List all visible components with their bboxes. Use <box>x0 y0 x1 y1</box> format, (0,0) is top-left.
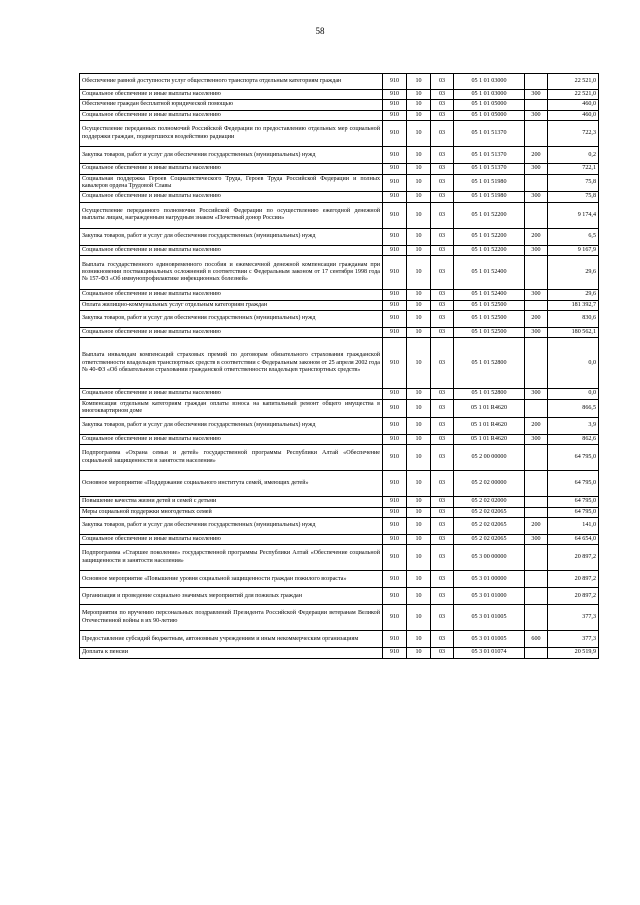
row-target-article: 05 3 00 00000 <box>454 545 525 571</box>
row-target-article: 05 1 01 51980 <box>454 174 525 192</box>
row-expense-type <box>525 571 548 588</box>
row-expense-type: 600 <box>525 631 548 648</box>
table-row <box>80 192 599 202</box>
row-name: Подпрограмма «Охрана семьи и детей» государственной программы Республики Алтай «Обеспечение социальной защищенности и занятости населения» <box>80 445 383 471</box>
row-amount: 64 795,0 <box>548 471 599 497</box>
row-name: Закупка товаров, работ и услуг для обеспечения государственных (муниципальных) нужд <box>80 147 383 164</box>
row-subsection: 03 <box>431 507 454 517</box>
row-section: 10 <box>407 121 431 147</box>
row-amount: 722,3 <box>548 121 599 147</box>
row-amount: 460,0 <box>548 100 599 110</box>
row-subsection: 03 <box>431 147 454 164</box>
row-expense-type: 300 <box>525 192 548 202</box>
row-code: 910 <box>383 605 407 631</box>
row-section: 10 <box>407 228 431 245</box>
row-code: 910 <box>383 445 407 471</box>
row-code: 910 <box>383 497 407 507</box>
row-section: 10 <box>407 399 431 417</box>
row-subsection: 03 <box>431 434 454 444</box>
row-target-article: 05 1 01 51980 <box>454 192 525 202</box>
row-target-article: 05 2 00 00000 <box>454 445 525 471</box>
row-target-article: 05 1 01 52200 <box>454 228 525 245</box>
row-target-article: 05 1 01 R4620 <box>454 417 525 434</box>
row-section: 10 <box>407 507 431 517</box>
row-section: 10 <box>407 245 431 255</box>
row-section: 10 <box>407 192 431 202</box>
row-target-article: 05 1 01 03000 <box>454 74 525 90</box>
budget-table <box>79 73 599 659</box>
table-row <box>80 399 599 417</box>
row-code: 910 <box>383 174 407 192</box>
table-row <box>80 534 599 544</box>
row-expense-type: 300 <box>525 110 548 120</box>
row-subsection: 03 <box>431 164 454 174</box>
row-section: 10 <box>407 434 431 444</box>
row-expense-type: 300 <box>525 245 548 255</box>
row-amount: 29,6 <box>548 256 599 290</box>
row-code: 910 <box>383 507 407 517</box>
row-target-article: 05 3 01 01005 <box>454 631 525 648</box>
row-expense-type <box>525 174 548 192</box>
row-amount: 830,6 <box>548 311 599 328</box>
row-amount: 64 795,0 <box>548 445 599 471</box>
row-amount: 75,8 <box>548 192 599 202</box>
row-name: Обеспечение равной доступности услуг общественного транспорта отдельным категориям граждан <box>80 74 383 90</box>
row-section: 10 <box>407 588 431 605</box>
row-section: 10 <box>407 174 431 192</box>
row-section: 10 <box>407 100 431 110</box>
row-amount: 180 562,1 <box>548 328 599 338</box>
row-expense-type <box>525 74 548 90</box>
table-row <box>80 605 599 631</box>
row-code: 910 <box>383 90 407 100</box>
row-subsection: 03 <box>431 174 454 192</box>
row-code: 910 <box>383 471 407 497</box>
row-expense-type <box>525 300 548 310</box>
row-expense-type: 300 <box>525 389 548 399</box>
row-target-article: 05 1 01 52500 <box>454 328 525 338</box>
row-section: 10 <box>407 74 431 90</box>
row-name: Социальное обеспечение и иные выплаты населению <box>80 245 383 255</box>
row-name: Предоставление субсидий бюджетным, автономным учреждениям и иным некоммерческим организациям <box>80 631 383 648</box>
row-code: 910 <box>383 328 407 338</box>
row-subsection: 03 <box>431 417 454 434</box>
row-expense-type: 300 <box>525 164 548 174</box>
table-row <box>80 445 599 471</box>
row-code: 910 <box>383 517 407 534</box>
row-expense-type <box>525 100 548 110</box>
row-section: 10 <box>407 534 431 544</box>
row-section: 10 <box>407 648 431 658</box>
row-expense-type <box>525 648 548 658</box>
row-code: 910 <box>383 434 407 444</box>
row-subsection: 03 <box>431 545 454 571</box>
row-code: 910 <box>383 290 407 300</box>
row-name: Социальное обеспечение и иные выплаты населению <box>80 534 383 544</box>
row-name: Организация и проведение социально значимых мероприятий для пожилых граждан <box>80 588 383 605</box>
row-target-article: 05 1 01 R4620 <box>454 399 525 417</box>
row-amount: 64 795,0 <box>548 497 599 507</box>
row-target-article: 05 3 01 01000 <box>454 588 525 605</box>
row-target-article: 05 2 02 02065 <box>454 507 525 517</box>
row-name: Компенсация отдельным категориям граждан оплаты взноса на капитальный ремонт общего имущества в многоквартирном доме <box>80 399 383 417</box>
table-row <box>80 202 599 228</box>
row-expense-type <box>525 497 548 507</box>
page-number: 58 <box>315 26 325 36</box>
row-section: 10 <box>407 631 431 648</box>
row-expense-type <box>525 471 548 497</box>
table-row <box>80 545 599 571</box>
table-row <box>80 389 599 399</box>
row-target-article: 05 1 01 03000 <box>454 90 525 100</box>
row-target-article: 05 1 01 52200 <box>454 202 525 228</box>
row-expense-type: 200 <box>525 147 548 164</box>
row-name: Основное мероприятие «Поддержание социального института семей, имеющих детей» <box>80 471 383 497</box>
row-name: Закупка товаров, работ и услуг для обеспечения государственных (муниципальных) нужд <box>80 311 383 328</box>
row-amount: 29,6 <box>548 290 599 300</box>
row-target-article: 05 1 01 51370 <box>454 147 525 164</box>
table-row <box>80 571 599 588</box>
row-code: 910 <box>383 110 407 120</box>
row-name: Социальное обеспечение и иные выплаты населению <box>80 90 383 100</box>
row-code: 910 <box>383 571 407 588</box>
row-target-article: 05 3 01 00000 <box>454 571 525 588</box>
row-code: 910 <box>383 648 407 658</box>
table-row <box>80 121 599 147</box>
row-subsection: 03 <box>431 300 454 310</box>
row-amount: 20 897,2 <box>548 545 599 571</box>
row-amount: 6,5 <box>548 228 599 245</box>
row-code: 910 <box>383 256 407 290</box>
row-name: Закупка товаров, работ и услуг для обеспечения государственных (муниципальных) нужд <box>80 417 383 434</box>
row-section: 10 <box>407 605 431 631</box>
row-section: 10 <box>407 164 431 174</box>
row-section: 10 <box>407 90 431 100</box>
row-code: 910 <box>383 100 407 110</box>
row-amount: 377,3 <box>548 631 599 648</box>
table-row <box>80 471 599 497</box>
row-section: 10 <box>407 517 431 534</box>
row-subsection: 03 <box>431 256 454 290</box>
table-row <box>80 100 599 110</box>
row-subsection: 03 <box>431 74 454 90</box>
row-amount: 460,0 <box>548 110 599 120</box>
row-section: 10 <box>407 571 431 588</box>
row-expense-type: 200 <box>525 228 548 245</box>
row-code: 910 <box>383 202 407 228</box>
table-row <box>80 311 599 328</box>
row-subsection: 03 <box>431 517 454 534</box>
row-name: Социальное обеспечение и иные выплаты населению <box>80 290 383 300</box>
row-name: Социальное обеспечение и иные выплаты населению <box>80 389 383 399</box>
row-code: 910 <box>383 228 407 245</box>
row-target-article: 05 1 01 R4620 <box>454 434 525 444</box>
row-section: 10 <box>407 445 431 471</box>
row-subsection: 03 <box>431 121 454 147</box>
row-code: 910 <box>383 545 407 571</box>
row-target-article: 05 2 02 02065 <box>454 534 525 544</box>
row-amount: 9 174,4 <box>548 202 599 228</box>
row-section: 10 <box>407 338 431 389</box>
table-row <box>80 631 599 648</box>
row-amount: 22 521,0 <box>548 74 599 90</box>
row-code: 910 <box>383 164 407 174</box>
row-amount: 64 795,0 <box>548 507 599 517</box>
row-subsection: 03 <box>431 648 454 658</box>
row-section: 10 <box>407 202 431 228</box>
row-section: 10 <box>407 300 431 310</box>
row-code: 910 <box>383 74 407 90</box>
row-code: 910 <box>383 245 407 255</box>
row-expense-type: 200 <box>525 517 548 534</box>
row-subsection: 03 <box>431 110 454 120</box>
row-target-article: 05 2 02 02065 <box>454 517 525 534</box>
row-expense-type <box>525 445 548 471</box>
table-row <box>80 228 599 245</box>
row-subsection: 03 <box>431 534 454 544</box>
row-subsection: 03 <box>431 290 454 300</box>
row-section: 10 <box>407 110 431 120</box>
row-code: 910 <box>383 534 407 544</box>
row-amount: 377,3 <box>548 605 599 631</box>
row-subsection: 03 <box>431 192 454 202</box>
row-name: Социальное обеспечение и иные выплаты населению <box>80 164 383 174</box>
table-row <box>80 434 599 444</box>
row-expense-type: 300 <box>525 290 548 300</box>
table-row <box>80 245 599 255</box>
row-amount: 20 897,2 <box>548 571 599 588</box>
row-section: 10 <box>407 471 431 497</box>
budget-table-body <box>80 74 599 659</box>
row-amount: 9 167,9 <box>548 245 599 255</box>
row-expense-type: 200 <box>525 417 548 434</box>
row-section: 10 <box>407 545 431 571</box>
row-expense-type <box>525 545 548 571</box>
row-target-article: 05 1 01 51370 <box>454 121 525 147</box>
table-row <box>80 338 599 389</box>
row-subsection: 03 <box>431 245 454 255</box>
table-row <box>80 290 599 300</box>
row-name: Оплата жилищно-коммунальных услуг отдельным категориям граждан <box>80 300 383 310</box>
table-row <box>80 90 599 100</box>
table-row <box>80 517 599 534</box>
row-code: 910 <box>383 338 407 389</box>
row-target-article: 05 1 01 52800 <box>454 338 525 389</box>
row-target-article: 05 2 02 00000 <box>454 471 525 497</box>
row-section: 10 <box>407 328 431 338</box>
row-target-article: 05 1 01 52800 <box>454 389 525 399</box>
row-code: 910 <box>383 399 407 417</box>
row-code: 910 <box>383 192 407 202</box>
row-amount: 64 654,0 <box>548 534 599 544</box>
row-target-article: 05 1 01 52400 <box>454 290 525 300</box>
row-target-article: 05 1 01 51370 <box>454 164 525 174</box>
row-expense-type: 300 <box>525 534 548 544</box>
row-expense-type <box>525 588 548 605</box>
table-row <box>80 74 599 90</box>
row-name: Осуществление переданных полномочий Российской Федерации по предоставлению отдельных мер социальной поддержки граждан, подвергшихся воздействию радиации <box>80 121 383 147</box>
row-section: 10 <box>407 147 431 164</box>
row-name: Социальное обеспечение и иные выплаты населению <box>80 110 383 120</box>
row-expense-type <box>525 121 548 147</box>
row-subsection: 03 <box>431 571 454 588</box>
row-name: Закупка товаров, работ и услуг для обеспечения государственных (муниципальных) нужд <box>80 228 383 245</box>
row-subsection: 03 <box>431 202 454 228</box>
row-code: 910 <box>383 311 407 328</box>
row-amount: 862,6 <box>548 434 599 444</box>
row-subsection: 03 <box>431 588 454 605</box>
row-expense-type: 200 <box>525 311 548 328</box>
row-code: 910 <box>383 417 407 434</box>
table-row <box>80 147 599 164</box>
row-expense-type <box>525 338 548 389</box>
row-name: Осуществление переданного полномочия Российской Федерации по осуществлению ежегодной денежной выплаты лицам, награжденным нагрудным знаком «Почетный донор России» <box>80 202 383 228</box>
row-expense-type <box>525 507 548 517</box>
row-name: Мероприятия по вручению персональных поздравлений Президента Российской Федерации ветеранам Великой Отечественной войны в их 90-летию <box>80 605 383 631</box>
row-expense-type <box>525 202 548 228</box>
row-subsection: 03 <box>431 399 454 417</box>
table-row <box>80 497 599 507</box>
row-code: 910 <box>383 389 407 399</box>
row-amount: 141,0 <box>548 517 599 534</box>
table-row <box>80 164 599 174</box>
row-target-article: 05 1 01 05000 <box>454 100 525 110</box>
row-section: 10 <box>407 311 431 328</box>
row-amount: 0,2 <box>548 147 599 164</box>
row-subsection: 03 <box>431 445 454 471</box>
row-code: 910 <box>383 147 407 164</box>
row-name: Закупка товаров, работ и услуг для обеспечения государственных (муниципальных) нужд <box>80 517 383 534</box>
row-name: Выплата государственного единовременного пособия и ежемесячной денежной компенсации гражданам при возникновении поствакцинальных осложнений в соответствии с Федеральным законом от 17 сентября 1998 года № 157-ФЗ «Об иммунопрофилактике инфекционных болезней» <box>80 256 383 290</box>
row-name: Меры социальной поддержки многодетных семей <box>80 507 383 517</box>
row-name: Социальное обеспечение и иные выплаты населению <box>80 434 383 444</box>
table-row <box>80 174 599 192</box>
row-amount: 722,1 <box>548 164 599 174</box>
table-row <box>80 256 599 290</box>
row-subsection: 03 <box>431 328 454 338</box>
table-row <box>80 300 599 310</box>
row-amount: 3,9 <box>548 417 599 434</box>
table-row <box>80 588 599 605</box>
row-name: Подпрограмма «Старшее поколение» государственной программы Республики Алтай «Обеспечение социальной защищенности и занятости населения» <box>80 545 383 571</box>
table-row <box>80 110 599 120</box>
row-target-article: 05 1 01 52400 <box>454 256 525 290</box>
table-row <box>80 417 599 434</box>
row-target-article: 05 1 01 52500 <box>454 311 525 328</box>
row-name: Доплата к пенсии <box>80 648 383 658</box>
row-target-article: 05 1 01 52200 <box>454 245 525 255</box>
row-subsection: 03 <box>431 311 454 328</box>
row-name: Социальное обеспечение и иные выплаты населению <box>80 328 383 338</box>
row-section: 10 <box>407 256 431 290</box>
table-row <box>80 507 599 517</box>
row-section: 10 <box>407 389 431 399</box>
row-subsection: 03 <box>431 389 454 399</box>
row-expense-type <box>525 605 548 631</box>
row-subsection: 03 <box>431 228 454 245</box>
row-expense-type <box>525 256 548 290</box>
row-expense-type: 300 <box>525 434 548 444</box>
row-target-article: 05 3 01 01005 <box>454 605 525 631</box>
row-amount: 20 897,2 <box>548 588 599 605</box>
row-target-article: 05 2 02 02000 <box>454 497 525 507</box>
row-subsection: 03 <box>431 338 454 389</box>
row-expense-type: 300 <box>525 90 548 100</box>
row-target-article: 05 3 01 01074 <box>454 648 525 658</box>
table-row <box>80 648 599 658</box>
table-row <box>80 328 599 338</box>
row-name: Повышение качества жизни детей и семей с детьми <box>80 497 383 507</box>
row-name: Социальная поддержка Героев Социалистического Труда, Героев Труда Российской Федерации и полных кавалеров ордена Трудовой Славы <box>80 174 383 192</box>
row-subsection: 03 <box>431 471 454 497</box>
row-amount: 866,5 <box>548 399 599 417</box>
row-subsection: 03 <box>431 100 454 110</box>
row-target-article: 05 1 01 52500 <box>454 300 525 310</box>
row-code: 910 <box>383 121 407 147</box>
row-amount: 0,0 <box>548 338 599 389</box>
row-amount: 20 519,9 <box>548 648 599 658</box>
row-expense-type <box>525 399 548 417</box>
row-section: 10 <box>407 290 431 300</box>
row-name: Обеспечение граждан бесплатной юридической помощью <box>80 100 383 110</box>
row-amount: 0,0 <box>548 389 599 399</box>
row-name: Выплата инвалидам компенсаций страховых премий по договорам обязательного страхования гражданской ответственности владельцев транспортных средств в соответствии с Федеральным законом от 25 апреля 2002 года № 40-ФЗ «Об обязательном страховании гражданской ответственности владельцев транспортных средств» <box>80 338 383 389</box>
row-section: 10 <box>407 417 431 434</box>
row-expense-type: 300 <box>525 328 548 338</box>
row-section: 10 <box>407 497 431 507</box>
row-subsection: 03 <box>431 497 454 507</box>
row-code: 910 <box>383 300 407 310</box>
row-code: 910 <box>383 631 407 648</box>
row-name: Основное мероприятие «Повышение уровня социальной защищенности граждан пожилого возраста» <box>80 571 383 588</box>
row-amount: 181 392,7 <box>548 300 599 310</box>
row-target-article: 05 1 01 05000 <box>454 110 525 120</box>
row-subsection: 03 <box>431 90 454 100</box>
row-amount: 22 521,0 <box>548 90 599 100</box>
row-code: 910 <box>383 588 407 605</box>
row-amount: 75,8 <box>548 174 599 192</box>
row-name: Социальное обеспечение и иные выплаты населению <box>80 192 383 202</box>
row-subsection: 03 <box>431 631 454 648</box>
row-subsection: 03 <box>431 605 454 631</box>
